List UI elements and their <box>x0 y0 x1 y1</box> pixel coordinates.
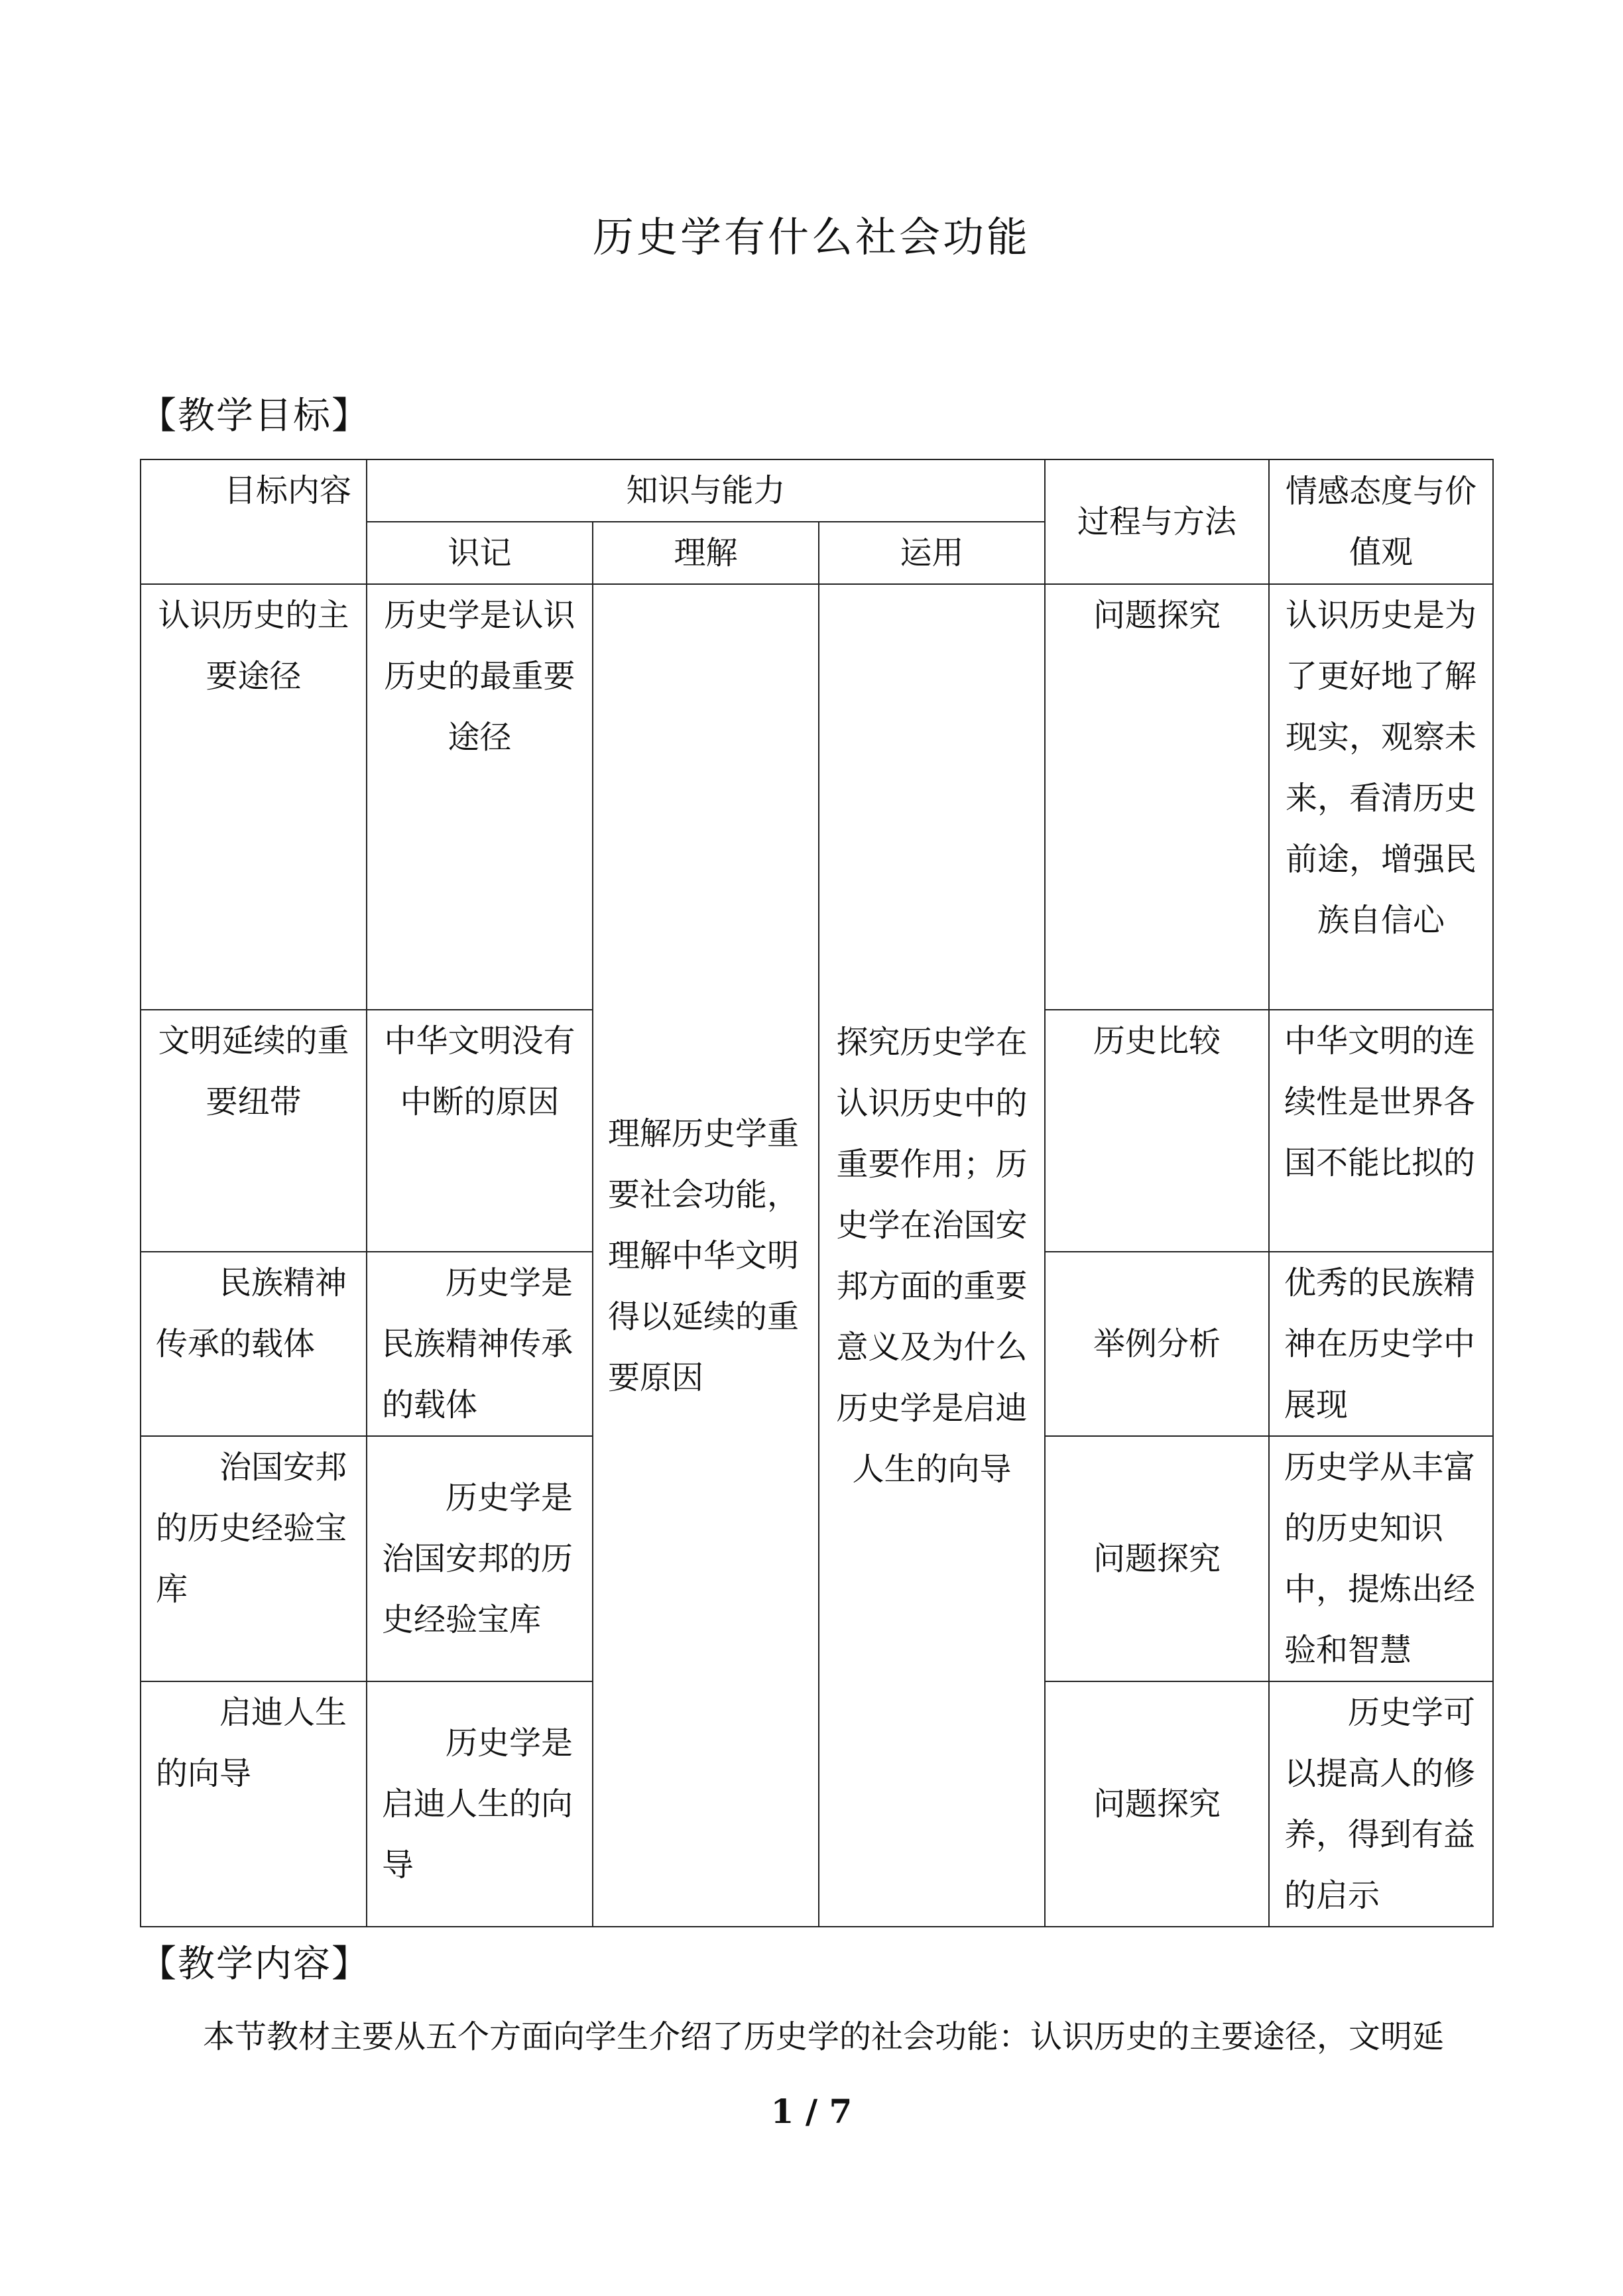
page-title: 历史学有什么社会功能 <box>592 213 1030 261</box>
understand-merged-cell: 理解历史学重要社会功能，理解中华文明得以延续的重要原因 <box>593 584 819 1927</box>
table-row <box>141 584 1493 1010</box>
row-process-cell: 举例分析 <box>1045 1252 1269 1436</box>
table-header-row <box>141 459 1493 522</box>
header-understand-cell: 理解 <box>593 522 819 584</box>
header-emotion-cell: 情感态度与价值观 <box>1269 459 1493 584</box>
header-process-cell: 过程与方法 <box>1045 459 1269 584</box>
row-emotion-cell: 中华文明的连续性是世界各国不能比拟的 <box>1269 1010 1493 1252</box>
row-remember-cell: 历史学是认识历史的最重要途径 <box>367 584 593 1010</box>
row-target-cell: 文明延续的重要纽带 <box>141 1010 367 1252</box>
row-target-cell: 启迪人生的向导 <box>141 1681 367 1927</box>
row-process-cell: 问题探究 <box>1045 584 1269 1010</box>
header-remember-cell: 识记 <box>367 522 593 584</box>
row-remember-cell: 历史学是启迪人生的向导 <box>367 1681 593 1927</box>
row-process-cell: 问题探究 <box>1045 1436 1269 1681</box>
row-emotion-cell: 认识历史是为了更好地了解现实，观察未来，看清历史前途，增强民族自信心 <box>1269 584 1493 1010</box>
section-heading-content: 【教学内容】 <box>139 1943 370 1986</box>
row-target-cell: 认识历史的主要途径 <box>141 584 367 1010</box>
row-process-cell: 历史比较 <box>1045 1010 1269 1252</box>
teaching-goals-table <box>140 459 1494 1927</box>
apply-merged-cell: 探究历史学在认识历史中的重要作用；历史学在治国安邦方面的重要意义及为什么历史学是启迪人生的向导 <box>819 584 1045 1927</box>
content-paragraph: 本节教材主要从五个方面向学生介绍了历史学的社会功能：认识历史的主要途径，文明延 <box>203 2018 1445 2055</box>
row-emotion-cell: 优秀的民族精神在历史学中展现 <box>1269 1252 1493 1436</box>
row-process-cell: 问题探究 <box>1045 1681 1269 1927</box>
row-emotion-cell: 历史学可以提高人的修养，得到有益的启示 <box>1269 1681 1493 1927</box>
page-indicator: 1 / 7 <box>770 2092 853 2131</box>
row-target-cell: 治国安邦的历史经验宝库 <box>141 1436 367 1681</box>
section-heading-goals: 【教学目标】 <box>139 394 370 438</box>
row-remember-cell: 中华文明没有中断的原因 <box>367 1010 593 1252</box>
header-knowledge-cell: 知识与能力 <box>367 459 1045 522</box>
row-target-cell: 民族精神传承的载体 <box>141 1252 367 1436</box>
header-apply-cell: 运用 <box>819 522 1045 584</box>
row-remember-cell: 历史学是治国安邦的历史经验宝库 <box>367 1436 593 1681</box>
row-emotion-cell: 历史学从丰富的历史知识中，提炼出经验和智慧 <box>1269 1436 1493 1681</box>
header-target-cell: 目标内容 <box>141 459 367 584</box>
row-remember-cell: 历史学是民族精神传承的载体 <box>367 1252 593 1436</box>
